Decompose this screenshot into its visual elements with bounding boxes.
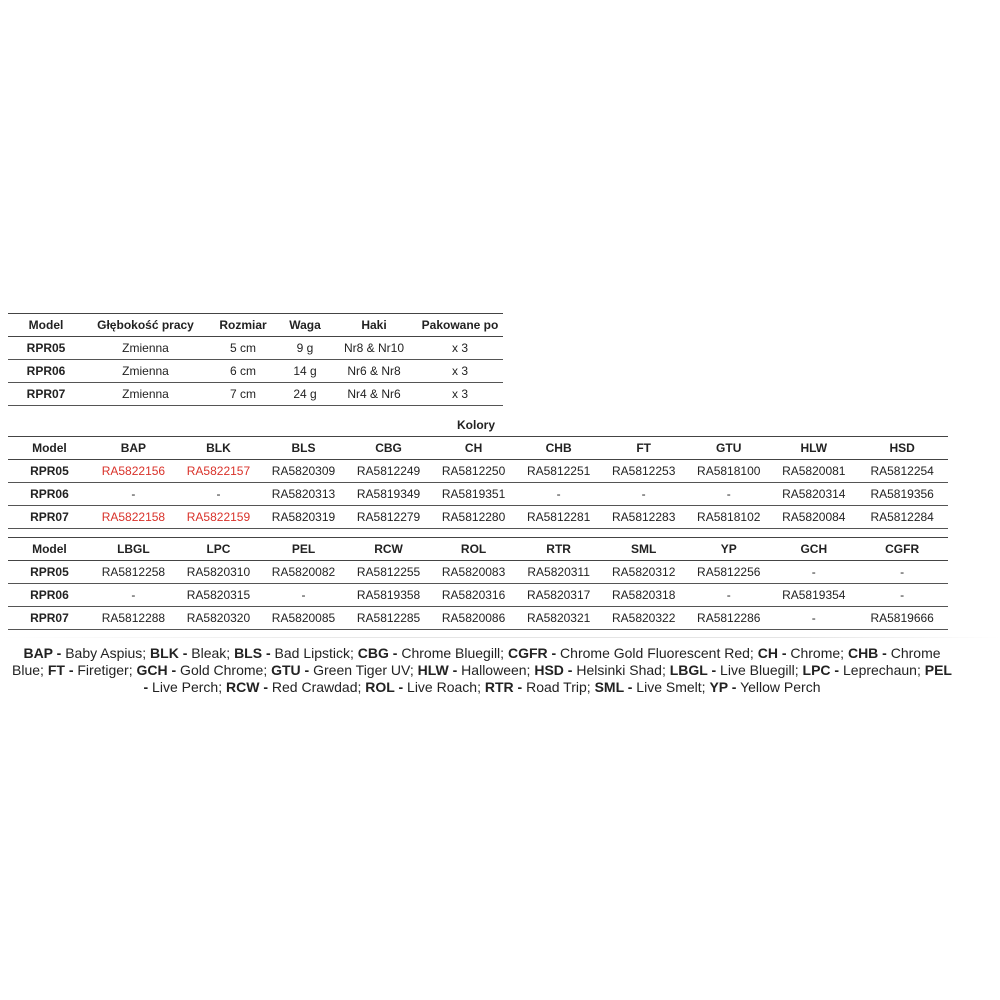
color-header-cell: PEL bbox=[291, 542, 316, 556]
color-code-cell: - bbox=[131, 487, 136, 501]
color-code-cell: RA5812253 bbox=[611, 464, 676, 478]
color-code-cell: RA5812281 bbox=[526, 510, 591, 524]
color-code-cell: RA5819354 bbox=[782, 588, 846, 602]
color-code-cell: RA5818100 bbox=[697, 464, 761, 478]
color-code-cell: RA5820320 bbox=[186, 611, 251, 625]
spec-row bbox=[8, 360, 503, 383]
spec-table bbox=[8, 313, 503, 406]
legend-code: SML - bbox=[594, 679, 633, 695]
model-cell: RPR06 bbox=[30, 588, 69, 602]
color-header-cell: SML bbox=[631, 542, 657, 556]
spec-header-row bbox=[8, 314, 503, 337]
color-header-cell: GCH bbox=[800, 542, 828, 556]
legend-code: HLW - bbox=[417, 662, 458, 678]
model-cell: RPR05 bbox=[30, 464, 69, 478]
color-header-cell: YP bbox=[720, 542, 737, 556]
color-code-cell: RA5820082 bbox=[271, 565, 336, 579]
legend-code: ROL - bbox=[365, 679, 404, 695]
color-code-cell: RA5818102 bbox=[697, 510, 761, 524]
legend-code: GTU - bbox=[271, 662, 310, 678]
color-code-cell: RA5812280 bbox=[441, 510, 506, 524]
legend-name: Gold Chrome; bbox=[176, 662, 272, 678]
colors-table bbox=[8, 436, 948, 630]
legend-name: Bleak; bbox=[187, 645, 235, 661]
spec-cell: x 3 bbox=[451, 364, 468, 378]
color-code-cell: RA5820083 bbox=[441, 565, 506, 579]
color-header-cell: CGFR bbox=[885, 542, 920, 556]
legend-code: BAP - bbox=[23, 645, 62, 661]
color-code-cell: RA5819358 bbox=[356, 588, 421, 602]
legend-code: FT - bbox=[47, 662, 74, 678]
colors-row bbox=[8, 483, 948, 506]
spec-cell: x 3 bbox=[451, 341, 468, 355]
color-code-cell: - bbox=[900, 565, 905, 579]
color-code-cell: RA5812283 bbox=[611, 510, 676, 524]
model-cell: RPR06 bbox=[30, 487, 69, 501]
color-code-cell: RA5812288 bbox=[101, 611, 166, 625]
color-code-cell: RA5812254 bbox=[870, 464, 934, 478]
spec-header-cell: Głębokość pracy bbox=[97, 318, 194, 332]
spec-row bbox=[8, 337, 503, 360]
color-code-cell: RA5822157 bbox=[186, 464, 251, 478]
spec-cell: Zmienna bbox=[122, 364, 169, 378]
spec-cell: 9 g bbox=[296, 341, 314, 355]
color-header-cell: BLK bbox=[206, 441, 231, 455]
legend-name: Chrome; bbox=[786, 645, 848, 661]
color-code-legend bbox=[8, 645, 956, 696]
spec-header-cell: Pakowane po bbox=[421, 318, 499, 332]
spec-header-cell: Rozmiar bbox=[219, 318, 267, 332]
spec-cell: x 3 bbox=[451, 387, 468, 401]
cropped-heading-remnant bbox=[90, 296, 230, 300]
color-code-cell: - bbox=[811, 611, 816, 625]
color-code-cell: RA5822158 bbox=[101, 510, 166, 524]
color-code-cell: RA5822156 bbox=[101, 464, 166, 478]
color-code-cell: RA5812279 bbox=[356, 510, 421, 524]
spec-cell: Zmienna bbox=[122, 341, 169, 355]
color-code-cell: RA5820322 bbox=[611, 611, 676, 625]
color-code-cell: - bbox=[726, 487, 731, 501]
color-code-cell: RA5820313 bbox=[271, 487, 336, 501]
colors-row bbox=[8, 561, 948, 584]
color-header-cell: RCW bbox=[374, 542, 403, 556]
legend-name: Road Trip; bbox=[522, 679, 595, 695]
color-code-cell: RA5822159 bbox=[186, 510, 251, 524]
color-code-cell: - bbox=[301, 588, 306, 602]
legend-code: YP - bbox=[709, 679, 737, 695]
spec-cell: 7 cm bbox=[229, 387, 256, 401]
table-spacer bbox=[8, 529, 948, 538]
model-cell: RPR07 bbox=[30, 611, 69, 625]
spec-cell: 6 cm bbox=[229, 364, 256, 378]
color-code-cell: RA5819356 bbox=[870, 487, 934, 501]
legend-name: Green Tiger UV; bbox=[309, 662, 418, 678]
legend-name: Live Bluegill; bbox=[716, 662, 803, 678]
color-code-cell: - bbox=[726, 588, 731, 602]
spec-header-cell: Model bbox=[28, 318, 64, 332]
color-header-cell: CH bbox=[464, 441, 483, 455]
spec-header-cell: Waga bbox=[289, 318, 321, 332]
legend-code: LBGL - bbox=[669, 662, 717, 678]
legend-name: Halloween; bbox=[457, 662, 535, 678]
color-code-cell: RA5819666 bbox=[870, 611, 934, 625]
legend-name: Live Roach; bbox=[403, 679, 485, 695]
legend-code: CH - bbox=[757, 645, 787, 661]
legend-code: CGFR - bbox=[507, 645, 557, 661]
legend-code: BLK - bbox=[150, 645, 188, 661]
spec-header-cell: Haki bbox=[361, 318, 387, 332]
legend-name: Chrome Gold Fluorescent Red; bbox=[556, 645, 758, 661]
color-code-cell: RA5819351 bbox=[441, 487, 506, 501]
legend-name: Red Crawdad; bbox=[268, 679, 366, 695]
color-code-cell: RA5812286 bbox=[697, 611, 761, 625]
legend-name: Live Perch; bbox=[148, 679, 226, 695]
spec-cell: 14 g bbox=[293, 364, 317, 378]
color-code-cell: - bbox=[216, 487, 221, 501]
color-header-cell: LPC bbox=[206, 542, 231, 556]
color-header-cell: CHB bbox=[545, 441, 572, 455]
colors-header-row bbox=[8, 437, 948, 460]
colors-row bbox=[8, 584, 948, 607]
color-code-cell: RA5820309 bbox=[271, 464, 336, 478]
color-code-cell: RA5820084 bbox=[782, 510, 846, 524]
spec-cell: Zmienna bbox=[122, 387, 169, 401]
color-code-cell: RA5819349 bbox=[356, 487, 421, 501]
legend-code: HSD - bbox=[534, 662, 573, 678]
legend-code: CBG - bbox=[357, 645, 398, 661]
color-header-cell: Model bbox=[32, 542, 67, 556]
color-code-cell: - bbox=[131, 588, 136, 602]
color-code-cell: RA5820086 bbox=[441, 611, 506, 625]
color-code-cell: RA5820311 bbox=[527, 565, 590, 579]
divider bbox=[0, 637, 1000, 638]
color-header-cell: HSD bbox=[889, 441, 915, 455]
legend-code: LPC - bbox=[802, 662, 840, 678]
spec-row bbox=[8, 383, 503, 406]
legend-name: Live Smelt; bbox=[632, 679, 710, 695]
color-code-cell: RA5812250 bbox=[441, 464, 506, 478]
legend-name: Leprechaun; bbox=[839, 662, 925, 678]
color-code-cell: - bbox=[641, 487, 646, 501]
color-code-cell: RA5820315 bbox=[186, 588, 251, 602]
color-code-cell: RA5820081 bbox=[782, 464, 846, 478]
legend-code: RTR - bbox=[484, 679, 523, 695]
color-code-cell: RA5812251 bbox=[526, 464, 591, 478]
color-code-cell: - bbox=[556, 487, 561, 501]
model-cell: RPR07 bbox=[30, 510, 69, 524]
color-code-cell: RA5812285 bbox=[356, 611, 421, 625]
model-cell: RPR07 bbox=[26, 387, 66, 401]
color-code-cell: RA5820317 bbox=[526, 588, 591, 602]
color-code-cell: - bbox=[900, 588, 905, 602]
color-header-cell: LBGL bbox=[117, 542, 150, 556]
color-code-cell: RA5820318 bbox=[611, 588, 676, 602]
colors-row bbox=[8, 506, 948, 529]
color-code-cell: - bbox=[811, 565, 816, 579]
model-cell: RPR05 bbox=[30, 565, 69, 579]
color-code-cell: RA5820085 bbox=[271, 611, 336, 625]
color-code-cell: RA5820310 bbox=[186, 565, 251, 579]
color-header-cell: BAP bbox=[120, 441, 147, 455]
color-code-cell: RA5820319 bbox=[271, 510, 336, 524]
colors-title: Kolory bbox=[456, 418, 495, 432]
color-code-cell: RA5820314 bbox=[782, 487, 846, 501]
color-header-cell: CBG bbox=[375, 441, 402, 455]
legend-code: PEL - bbox=[143, 662, 952, 695]
color-code-cell: RA5812249 bbox=[356, 464, 421, 478]
legend-code: CHB - bbox=[847, 645, 887, 661]
color-code-cell: RA5820316 bbox=[441, 588, 506, 602]
spec-cell: 24 g bbox=[293, 387, 317, 401]
color-header-cell: FT bbox=[636, 441, 652, 455]
legend-code: BLS - bbox=[234, 645, 271, 661]
colors-row bbox=[8, 607, 948, 630]
color-header-cell: Model bbox=[32, 441, 67, 455]
color-code-cell: RA5812258 bbox=[101, 565, 166, 579]
color-header-cell: RTR bbox=[546, 542, 571, 556]
color-code-cell: RA5820312 bbox=[611, 565, 676, 579]
color-code-cell: RA5812284 bbox=[870, 510, 934, 524]
legend-name: Bad Lipstick; bbox=[270, 645, 358, 661]
color-header-cell: GTU bbox=[716, 441, 742, 455]
spec-cell: Nr4 & Nr6 bbox=[347, 387, 401, 401]
spec-cell: 5 cm bbox=[229, 341, 256, 355]
color-code-cell: RA5812256 bbox=[697, 565, 761, 579]
legend-name: Yellow Perch bbox=[736, 679, 821, 695]
legend-name: Chrome Blue; bbox=[12, 645, 941, 678]
model-cell: RPR05 bbox=[26, 341, 66, 355]
color-header-cell: HLW bbox=[800, 441, 828, 455]
legend-code: GCH - bbox=[136, 662, 177, 678]
model-cell: RPR06 bbox=[26, 364, 66, 378]
colors-header-row bbox=[8, 538, 948, 561]
color-header-cell: ROL bbox=[460, 542, 487, 556]
legend-name: Chrome Bluegill; bbox=[397, 645, 508, 661]
legend-name: Firetiger; bbox=[73, 662, 137, 678]
legend-name: Baby Aspius; bbox=[61, 645, 151, 661]
colors-row bbox=[8, 460, 948, 483]
color-header-cell: BLS bbox=[291, 441, 316, 455]
spec-cell: Nr6 & Nr8 bbox=[347, 364, 401, 378]
legend-name: Helsinki Shad; bbox=[572, 662, 670, 678]
color-code-cell: RA5812255 bbox=[356, 565, 421, 579]
color-code-cell: RA5820321 bbox=[526, 611, 591, 625]
spec-cell: Nr8 & Nr10 bbox=[343, 341, 405, 355]
legend-code: RCW - bbox=[226, 679, 268, 695]
